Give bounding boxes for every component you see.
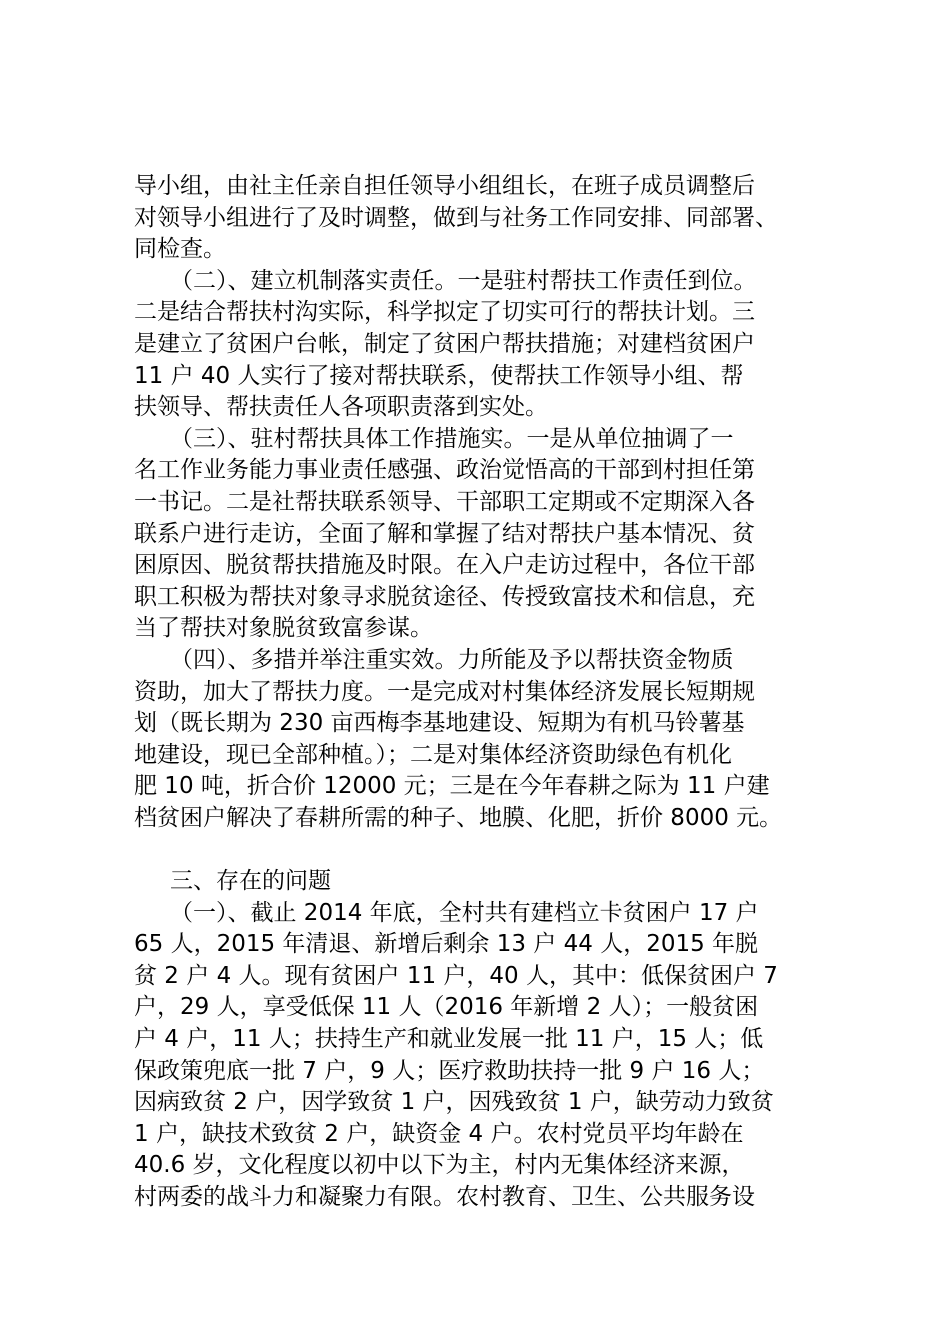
text-line: 地建设，现已全部种植。）；二是对集体经济资助绿色有机化 <box>134 741 732 768</box>
text-line: 11 户 40 人实行了接对帮扶联系，使帮扶工作领导小组、帮 <box>134 362 744 389</box>
text-line: 户 4 户，11 人；扶持生产和就业发展一批 11 户，15 人；低 <box>134 1026 764 1053</box>
text-line: 保政策兜底一批 7 户，9 人；医疗救助扶持一批 9 户 16 人； <box>134 1057 765 1084</box>
text-line: 因病致贫 2 户，因学致贫 1 户，因残致贫 1 户，缺劳动力致贫 <box>134 1089 774 1116</box>
text-line: （一）、截止 2014 年底，全村共有建档立卡贫困户 17 户 <box>170 899 759 926</box>
text-line: 同检查。 <box>134 236 226 263</box>
paragraph-multiple-measures <box>134 645 834 835</box>
text-line: 资助，加大了帮扶力度。一是完成对村集体经济发展长短期规 <box>134 678 755 705</box>
text-line: 困原因、脱贫帮扶措施及时限。在入户走访过程中，各位干部 <box>134 552 755 579</box>
text-line: 一书记。二是社帮扶联系领导、干部职工定期或不定期深入各 <box>134 488 755 515</box>
text-line: 导小组，由社主任亲自担任领导小组组长，在班子成员调整后 <box>134 173 755 199</box>
text-line: 档贫困户解决了春耕所需的种子、地膜、化肥，折价 8000 元。 <box>134 804 783 831</box>
text-line: 1 户，缺技术致贫 2 户，缺资金 4 户。农村党员平均年龄在 <box>134 1120 744 1147</box>
text-line: 二是结合帮扶村沟实际，科学拟定了切实可行的帮扶计划。三 <box>134 299 755 326</box>
document-body <box>134 171 834 1214</box>
text-line: （二）、建立机制落实责任。一是驻村帮扶工作责任到位。 <box>170 267 757 294</box>
text-line: 户，29 人，享受低保 11 人（2016 年新增 2 人）；一般贫困 <box>134 994 759 1021</box>
paragraph-spacer <box>134 834 834 866</box>
text-line: 划（既长期为 230 亩西梅李基地建设、短期为有机马铃薯基 <box>134 710 745 737</box>
text-line: 是建立了贫困户台帐，制定了贫困户帮扶措施；对建档贫困户 <box>134 330 755 357</box>
paragraph-work-measures <box>134 424 834 645</box>
text-line: 对领导小组进行了及时调整，做到与社务工作同安排、同部署、 <box>134 204 778 231</box>
text-line: （三）、驻村帮扶具体工作措施实。一是从单位抽调了一 <box>170 425 734 452</box>
text-line: 肥 10 吨，折合价 12000 元；三是在今年春耕之际为 11 户建 <box>134 773 770 800</box>
text-line: 当了帮扶对象脱贫致富参谋。 <box>134 615 433 642</box>
text-line: 贫 2 户 4 人。现有贫困户 11 户，40 人，其中：低保贫困户 7 <box>134 962 778 989</box>
paragraph-leadership-group <box>134 171 834 266</box>
paragraph-mechanism-responsibility <box>134 266 834 424</box>
text-line: （四）、多措并举注重实效。力所能及予以帮扶资金物质 <box>170 646 734 673</box>
text-line: 40.6 岁，文化程度以初中以下为主，村内无集体经济来源， <box>134 1152 745 1179</box>
text-line: 村两委的战斗力和凝聚力有限。农村教育、卫生、公共服务设 <box>134 1184 755 1210</box>
text-line: 65 人，2015 年清退、新增后剩余 13 户 44 人，2015 年脱 <box>134 931 759 958</box>
text-line: 名工作业务能力事业责任感强、政治觉悟高的干部到村担任第 <box>134 457 755 484</box>
text-line: 扶领导、帮扶责任人各项职责落到实处。 <box>134 394 548 421</box>
text-line: 联系户进行走访，全面了解和掌握了结对帮扶户基本情况、贫 <box>134 520 755 547</box>
text-line: 职工积极为帮扶对象寻求脱贫途径、传授致富技术和信息，充 <box>134 583 755 610</box>
section-heading-problems: 三、存在的问题 <box>170 868 331 895</box>
paragraph-poverty-statistics <box>134 898 834 1214</box>
